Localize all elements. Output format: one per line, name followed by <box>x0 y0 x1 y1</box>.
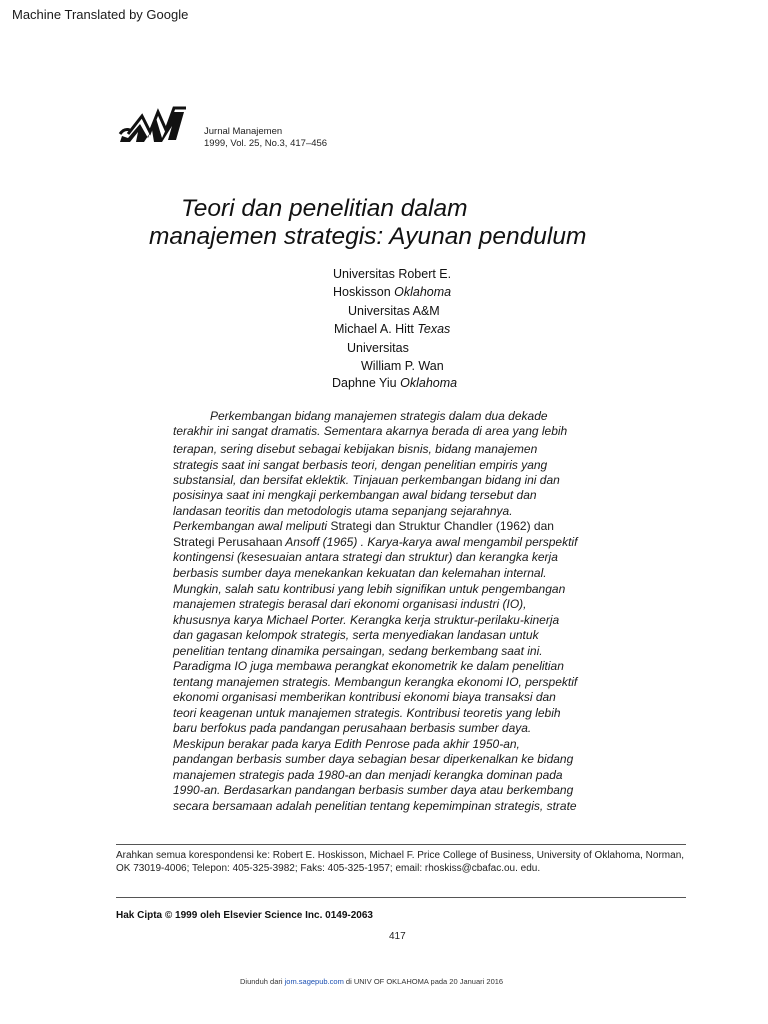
author-name: Hoskisson <box>333 285 391 299</box>
abstract-line: Paradigma IO juga membawa perangkat ekonometrik ke dalam penelitian <box>173 659 564 673</box>
affiliation: Oklahoma <box>400 376 458 390</box>
abstract-line: 1990-an. Berdasarkan pandangan berbasis sumber daya atau berkembang <box>173 783 574 797</box>
book-title: Strategi dan Struktur <box>330 519 441 533</box>
copyright-line: Hak Cipta © 1999 oleh Elsevier Science Inc. 0149-2063 <box>116 910 373 921</box>
author-line <box>333 265 451 283</box>
author-name: Michael A. Hitt <box>334 322 414 336</box>
journal-info <box>204 126 327 150</box>
author-name: Daphne Yiu <box>332 376 397 390</box>
download-prefix: Diunduh dari <box>240 977 283 986</box>
abstract-line: tentang manajemen strategis. Membangun kerangka ekonomi IO, perspektif <box>173 675 578 689</box>
author-line <box>332 374 457 392</box>
affiliation: Oklahoma <box>394 285 452 299</box>
citation: Chandler (1962) dan <box>443 519 554 533</box>
abstract-line: secara bersamaan adalah penelitian tentang kepemimpinan strategis, strate <box>173 799 577 813</box>
translation-banner: Machine Translated by Google <box>12 7 189 22</box>
abstract-line: manajemen strategis berasal dari ekonomi organisasi industri (IO), <box>173 597 527 611</box>
download-suffix: di UNIV OF OKLAHOMA pada 20 Januari 2016 <box>345 977 504 986</box>
abstract-line: Perkembangan bidang manajemen strategis dalam dua dekade <box>210 409 548 423</box>
author-line <box>333 283 451 301</box>
abstract-line: manajemen strategis pada 1980-an dan menjadi kerangka dominan pada <box>173 768 563 782</box>
affiliation: Universitas A&M <box>348 304 440 318</box>
abstract-line: khususnya karya Michael Porter. Kerangka kerja struktur-perilaku-kinerja <box>173 613 560 627</box>
paper-title-line1: Teori dan penelitian dalam <box>181 195 468 222</box>
footnote-divider <box>116 844 686 845</box>
abstract-line: terapan, sering disebut sebagai kebijakan bisnis, bidang manajemen <box>173 442 538 456</box>
abstract-line: terakhir ini sangat dramatis. Sementara akarnya berada di area yang lebih <box>173 424 568 438</box>
book-title: Strategi Perusahaan <box>173 535 283 549</box>
abstract-line: teori keagenan untuk manajemen strategis. Kontribusi teoretis yang lebih <box>173 706 561 720</box>
journal-citation: 1999, Vol. 25, No.3, 417–456 <box>204 138 328 149</box>
abstract-line <box>173 519 554 535</box>
abstract-text: Perkembangan awal meliputi <box>173 519 328 533</box>
abstract-line: penelitian tentang dinamika persaingan, sedang berkembang saat ini. <box>173 644 543 658</box>
page-number: 417 <box>389 931 406 942</box>
abstract-line: substansial, dan bersifat eklektik. Tinjauan perkembangan bidang ini dan <box>173 473 560 487</box>
abstract-line <box>173 535 577 551</box>
abstract-line: dan gagasan kelompok strategis, serta menyediakan landasan untuk <box>173 628 539 642</box>
abstract-line: strategis saat ini sangat berbasis teori, dengan penelitian empiris yang <box>173 458 548 472</box>
footnote-divider <box>116 897 686 898</box>
download-notice <box>240 977 503 986</box>
abstract-line: posisinya saat ini mengkaji perkembangan awal bidang tersebut dan <box>173 488 537 502</box>
abstract-line: berbasis sumber daya menekankan kekuatan dan kelemahan internal. <box>173 566 547 580</box>
abstract-line: baru berfokus pada pandangan perusahaan berbasis sumber daya. <box>173 721 532 735</box>
affiliation: Universitas <box>347 341 409 355</box>
journal-logo-icon <box>118 104 190 144</box>
citation: Ansoff (1965) . Karya-karya awal mengambil perspektif <box>285 535 578 549</box>
paper-title-line2: manajemen strategis: Ayunan pendulum <box>149 223 587 250</box>
download-link[interactable]: jom.sagepub.com <box>284 977 344 986</box>
affiliation: Universitas <box>333 267 395 281</box>
abstract-line: Meskipun berakar pada karya Edith Penrose pada akhir 1950-an, <box>173 737 520 751</box>
abstract-line: ekonomi organisasi memberikan kontribusi ekonomi biaya transaksi dan <box>173 690 556 704</box>
abstract-line: kontingensi (kesesuaian antara strategi dan struktur) dan kerangka kerja <box>173 550 558 564</box>
author-name: Robert E. <box>398 267 452 281</box>
abstract-line: Mungkin, salah satu kontribusi yang lebih signifikan untuk pengembangan <box>173 582 566 596</box>
affiliation: Texas <box>417 322 451 336</box>
abstract-line: landasan teoritis dan metodologis utama sepanjang sejarahnya. <box>173 504 513 518</box>
journal-name: Jurnal Manajemen <box>204 126 283 137</box>
author-line <box>334 320 450 338</box>
correspondence-note: Arahkan semua korespondensi ke: Robert E. Hoskisson, Michael F. Price College of Business, University of Oklahoma, Norman, OK 73019-4006; Telepon: 405-325-3982; Faks: 405-325-1957; email: rhoskiss@cbafac.ou. edu. <box>116 850 685 874</box>
author-name: William P. Wan <box>361 359 444 373</box>
abstract-line: pandangan berbasis sumber daya sebagian besar diperkenalkan ke bidang <box>173 752 574 766</box>
